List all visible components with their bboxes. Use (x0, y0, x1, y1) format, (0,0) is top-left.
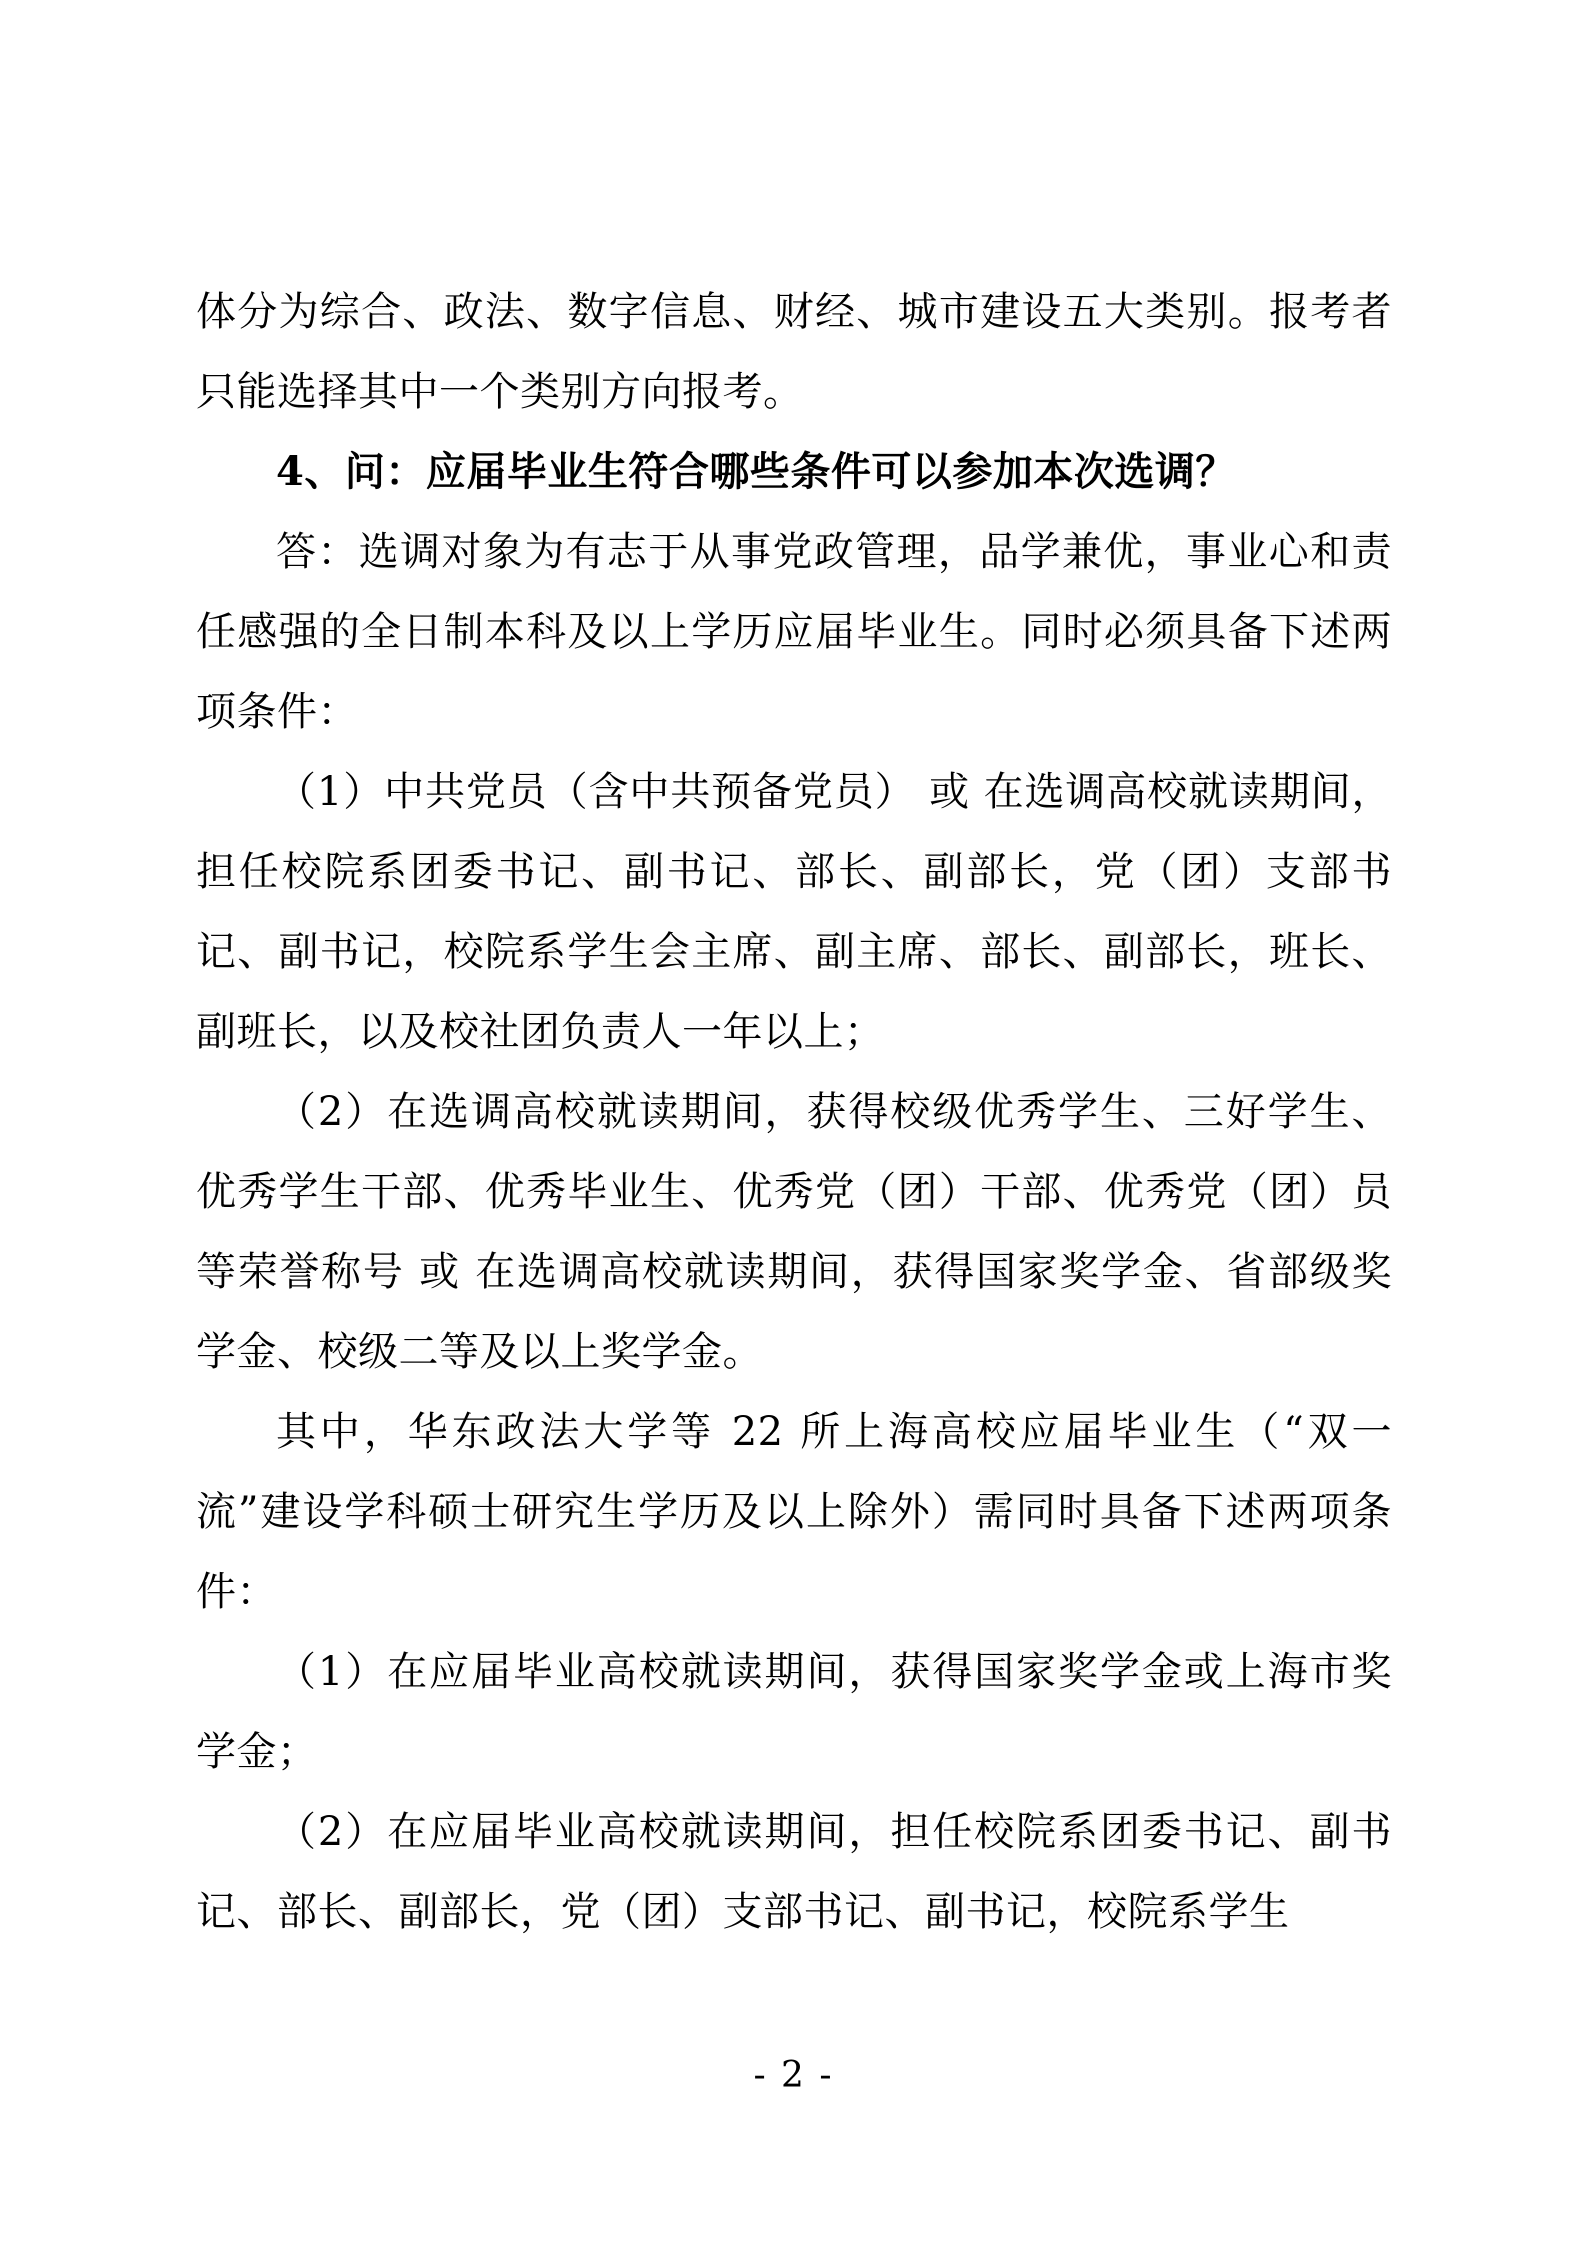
paragraph-answer-4: 答：选调对象为有志于从事党政管理，品学兼优，事业心和责任感强的全日制本科及以上学历应届毕业生。同时必须具备下述两项条件： (196, 529, 1392, 735)
paragraph-condition-1: （1）中共党员（含中共预备党员） 或 在选调高校就读期间，担任校院系团委书记、副书记、部长、副部长，党（团）支部书记、副书记，校院系学生会主席、副主席、部长、副部长，班长、副班长，以及校社团负责人一年以上； (196, 769, 1392, 1055)
paragraph-shanghai-condition-2: （2）在应届毕业高校就读期间，担任校院系团委书记、副书记、部长、副部长，党（团）支部书记、副书记，校院系学生 (196, 1809, 1392, 1935)
paragraph-condition-2: （2）在选调高校就读期间，获得校级优秀学生、三好学生、优秀学生干部、优秀毕业生、优秀党（团）干部、优秀党（团）员等荣誉称号 或 在选调高校就读期间，获得国家奖学金、省部级奖学金、校级二等及以上奖学金。 (196, 1089, 1392, 1375)
paragraph-shanghai-universities: 其中，华东政法大学等 22 所上海高校应届毕业生（“双一流”建设学科硕士研究生学历及以上除外）需同时具备下述两项条件： (196, 1409, 1392, 1615)
paragraph-category-continuation: 体分为综合、政法、数字信息、财经、城市建设五大类别。报考者只能选择其中一个类别方向报考。 (196, 289, 1392, 415)
question-heading-4: 4、问：应届毕业生符合哪些条件可以参加本次选调？ (276, 448, 1236, 495)
page-number: - 2 - (753, 2055, 834, 2096)
page-body-text (196, 272, 1392, 1952)
paragraph-shanghai-condition-1: （1）在应届毕业高校就读期间，获得国家奖学金或上海市奖学金； (196, 1649, 1392, 1775)
